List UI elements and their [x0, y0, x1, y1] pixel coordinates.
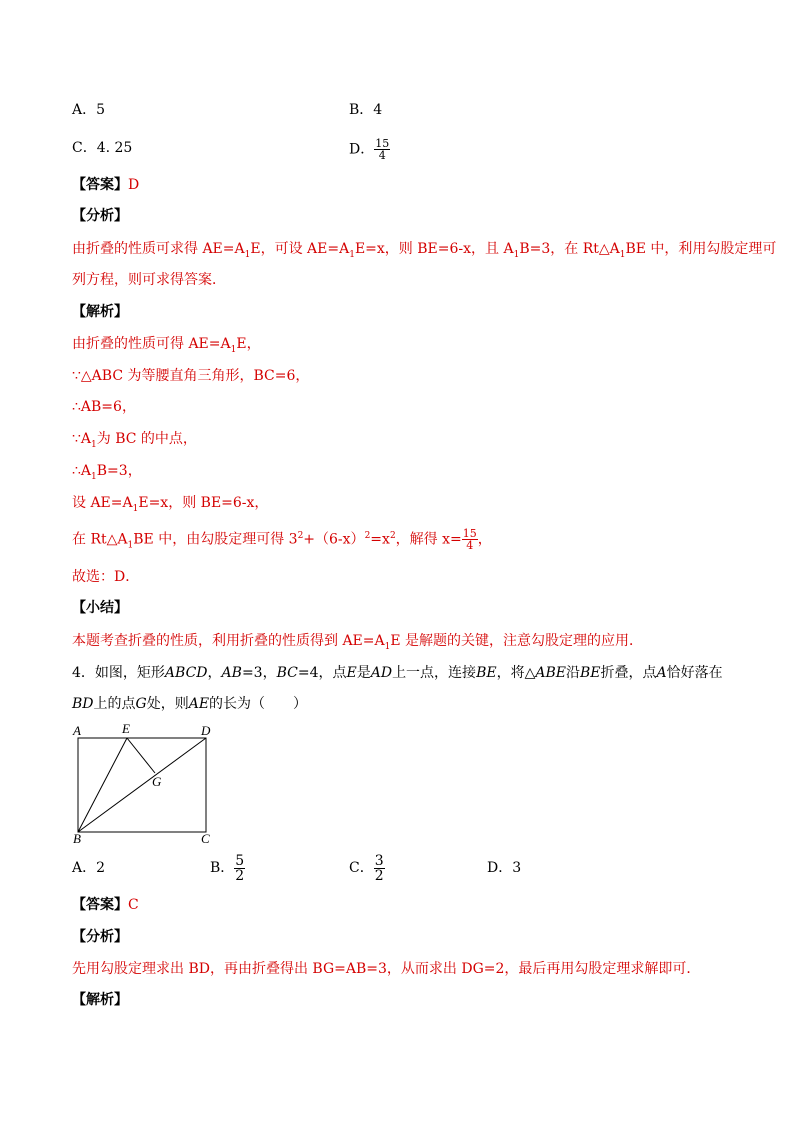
label-a: A: [73, 723, 81, 738]
q4-answer: [72, 895, 139, 915]
diagonal-bd: [78, 738, 206, 832]
q4-option-b: B． $\frac{5}{2}$: [210, 852, 245, 884]
segment-be: [78, 738, 127, 832]
answer-tag: 【答案】: [72, 177, 128, 193]
q3-option-c: C．4. 25: [72, 140, 133, 156]
q3-solution-tag: 【解析】: [72, 304, 128, 320]
q3-solution-line4: $\because A_1$为 BC 的中点，: [72, 431, 197, 450]
fraction: $\frac{15}{4}$: [375, 137, 390, 162]
q3-option-a: A．5: [72, 102, 106, 118]
q3-solution-line1: 由折叠的性质可得 $AE=A_1E$，: [72, 336, 261, 355]
q3-solution-line5: $\therefore A_1B=3$，: [72, 463, 142, 482]
segment-eg: [127, 738, 155, 773]
rectangle-fold-figure: [70, 722, 220, 844]
label-g: G: [152, 774, 162, 789]
q4-analysis: 先用勾股定理求出 BD，再由折叠得出 BG=AB=3，从而求出 DG=2，最后再用勾股定理求解即可．: [72, 961, 701, 977]
answer-value: D: [128, 177, 140, 193]
q3-option-d: D． $\frac{15}{4}$: [349, 137, 390, 162]
label-e: E: [122, 722, 130, 736]
q4-solution-tag: 【解析】: [72, 992, 128, 1008]
label-d: D: [201, 723, 211, 738]
q4-option-a: A．2: [72, 860, 106, 876]
q3-analysis-line2: 列方程，则可求得答案．: [72, 272, 226, 288]
q4-option-d: D．3: [487, 860, 522, 876]
q3-solution-line8: 故选：D．: [72, 569, 140, 585]
q3-solution-line3: ∴AB=6，: [72, 399, 136, 415]
q3-solution-line6: 设 $AE=A_1E=x$，则 BE=6-x，: [72, 495, 269, 514]
answer-value: C: [128, 897, 139, 913]
answer-tag: 【答案】: [72, 897, 128, 913]
q4-option-c: C． $\frac{3}{2}$: [349, 852, 384, 884]
q3-analysis-line1: 由折叠的性质可求得 $AE=A_1E$，可设 $AE=A_1E=x$，则 BE=6-x，且 $A_1B=3$，在 $Rt\triangle A_1BE$ 中，利用勾股定理可: [72, 241, 777, 260]
label-b: B: [73, 831, 81, 844]
q3-solution-line7: 在 $Rt\triangle A_1BE$ 中，由勾股定理可得 $3^2+(6-x)^2=x^2$，解得 x= $\frac{15}{4}$ ，: [72, 527, 492, 552]
q3-solution-line2: ∵△ABC 为等腰直角三角形，BC=6，: [72, 368, 310, 384]
fraction: $\frac{15}{4}$: [462, 527, 477, 552]
q3-answer: [72, 175, 139, 195]
fraction: $\frac{3}{2}$: [374, 852, 384, 884]
q3-summary-tag: 【小结】: [72, 600, 128, 616]
q4-stem-line1: 4．如图，矩形ABCD，AB=3，BC=4，点E是AD上一点，连接BE，将△ABE沿BE折叠，点A恰好落在: [72, 665, 723, 681]
q3-option-b: B．4: [349, 102, 383, 118]
label-c: C: [201, 831, 210, 844]
fraction: $\frac{5}{2}$: [235, 852, 245, 884]
q3-summary: 本题考查折叠的性质，利用折叠的性质得到 $AE=A_1E$ 是解题的关键，注意勾股定理的应用．: [72, 633, 644, 652]
q3-analysis-tag: 【分析】: [72, 208, 128, 224]
q4-stem-line2: BD上的点G处，则AE的长为（ ）: [72, 696, 308, 712]
q4-analysis-tag: 【分析】: [72, 929, 128, 945]
